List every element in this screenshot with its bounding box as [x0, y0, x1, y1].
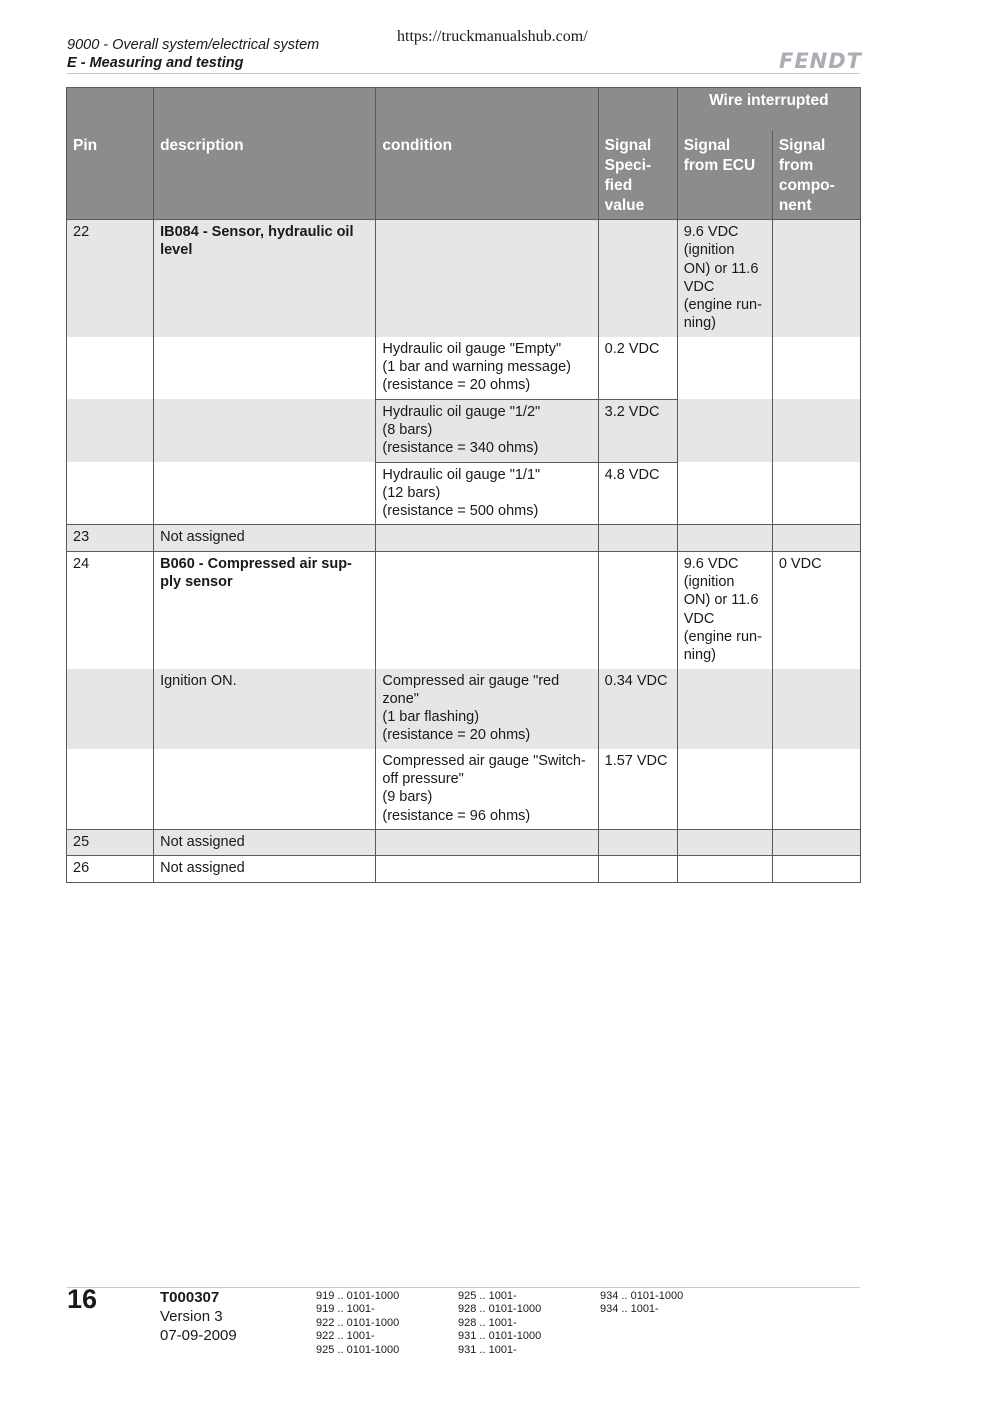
condition-cell: Hydraulic oil gauge "Empty" (1 bar and warning message) (resistance = 20 ohms) — [376, 337, 598, 399]
ecu-signal-cell: 9.6 VDC (ignition ON) or 11.6 VDC (engine run- ning) — [677, 220, 772, 337]
table-group-header-row — [67, 88, 861, 132]
model-list-2: 925 .. 1001- 928 .. 0101-1000 928 .. 1001- 931 .. 0101-1000 931 .. 1001- — [458, 1290, 542, 1356]
header-system-title: 9000 - Overall system/electrical system — [67, 37, 320, 53]
specified-value-cell: 0.34 VDC — [598, 669, 677, 749]
pin-cell: 26 — [67, 856, 154, 882]
description-cell: Not assigned — [154, 856, 376, 882]
description-cell: Not assigned — [154, 829, 376, 855]
pin-cell: 22 — [67, 220, 154, 337]
col-header-specified-value: Signal Speci- fied value — [598, 131, 677, 220]
wire-interrupted-header: Wire interrupted — [677, 88, 860, 132]
document-date: 07-09-2009 — [160, 1327, 237, 1344]
col-header-description: description — [154, 131, 376, 220]
table-row — [67, 856, 861, 882]
table-header-row — [67, 131, 861, 220]
model-list-1: 919 .. 0101-1000 919 .. 1001- 922 .. 0101-1000 922 .. 1001- 925 .. 0101-1000 — [316, 1290, 400, 1356]
pin-cell: 24 — [67, 551, 154, 668]
col-header-signal-component: Signal from compo- nent — [772, 131, 860, 220]
document-info — [160, 1288, 237, 1345]
component-signal-cell: 0 VDC — [772, 551, 860, 668]
condition-cell: Compressed air gauge "red zone" (1 bar flashing) (resistance = 20 ohms) — [376, 669, 598, 749]
condition-cell: Hydraulic oil gauge "1/1" (12 bars) (resistance = 500 ohms) — [376, 462, 598, 525]
table-row — [67, 551, 861, 668]
table-row — [67, 399, 861, 462]
col-header-signal-ecu: Signal from ECU — [677, 131, 772, 220]
table-row — [67, 749, 861, 830]
ecu-signal-cell: 9.6 VDC (ignition ON) or 11.6 VDC (engine run- ning) — [677, 551, 772, 668]
document-code: T000307 — [160, 1289, 220, 1306]
description-cell: IB084 - Sensor, hydraulic oil level — [154, 220, 376, 337]
table-row — [67, 462, 861, 525]
description-cell: B060 - Compressed air sup- ply sensor — [154, 551, 376, 668]
description-cell: Ignition ON. — [154, 669, 376, 749]
table-row — [67, 829, 861, 855]
fendt-logo: FENDT — [778, 49, 862, 73]
page-header — [67, 36, 319, 72]
source-url[interactable]: https://truckmanualshub.com/ — [397, 28, 588, 45]
table-row — [67, 337, 861, 399]
condition-cell: Compressed air gauge "Switch- off pressure" (9 bars) (resistance = 96 ohms) — [376, 749, 598, 830]
specified-value-cell: 3.2 VDC — [598, 399, 677, 462]
condition-cell: Hydraulic oil gauge "1/2" (8 bars) (resistance = 340 ohms) — [376, 399, 598, 462]
col-header-pin: Pin — [67, 131, 154, 220]
header-divider — [67, 73, 860, 74]
header-section-title: E - Measuring and testing — [67, 55, 244, 71]
model-list-3: 934 .. 0101-1000 934 .. 1001- — [600, 1290, 684, 1316]
pin-signal-table — [66, 87, 861, 883]
description-cell: Not assigned — [154, 525, 376, 551]
table-row — [67, 669, 861, 749]
table-row — [67, 220, 861, 337]
specified-value-cell: 0.2 VDC — [598, 337, 677, 399]
document-version: Version 3 — [160, 1308, 223, 1325]
pin-cell: 25 — [67, 829, 154, 855]
table-row — [67, 525, 861, 551]
specified-value-cell: 4.8 VDC — [598, 462, 677, 525]
pin-cell: 23 — [67, 525, 154, 551]
specified-value-cell: 1.57 VDC — [598, 749, 677, 830]
page-number: 16 — [67, 1284, 98, 1314]
col-header-condition: condition — [376, 131, 598, 220]
